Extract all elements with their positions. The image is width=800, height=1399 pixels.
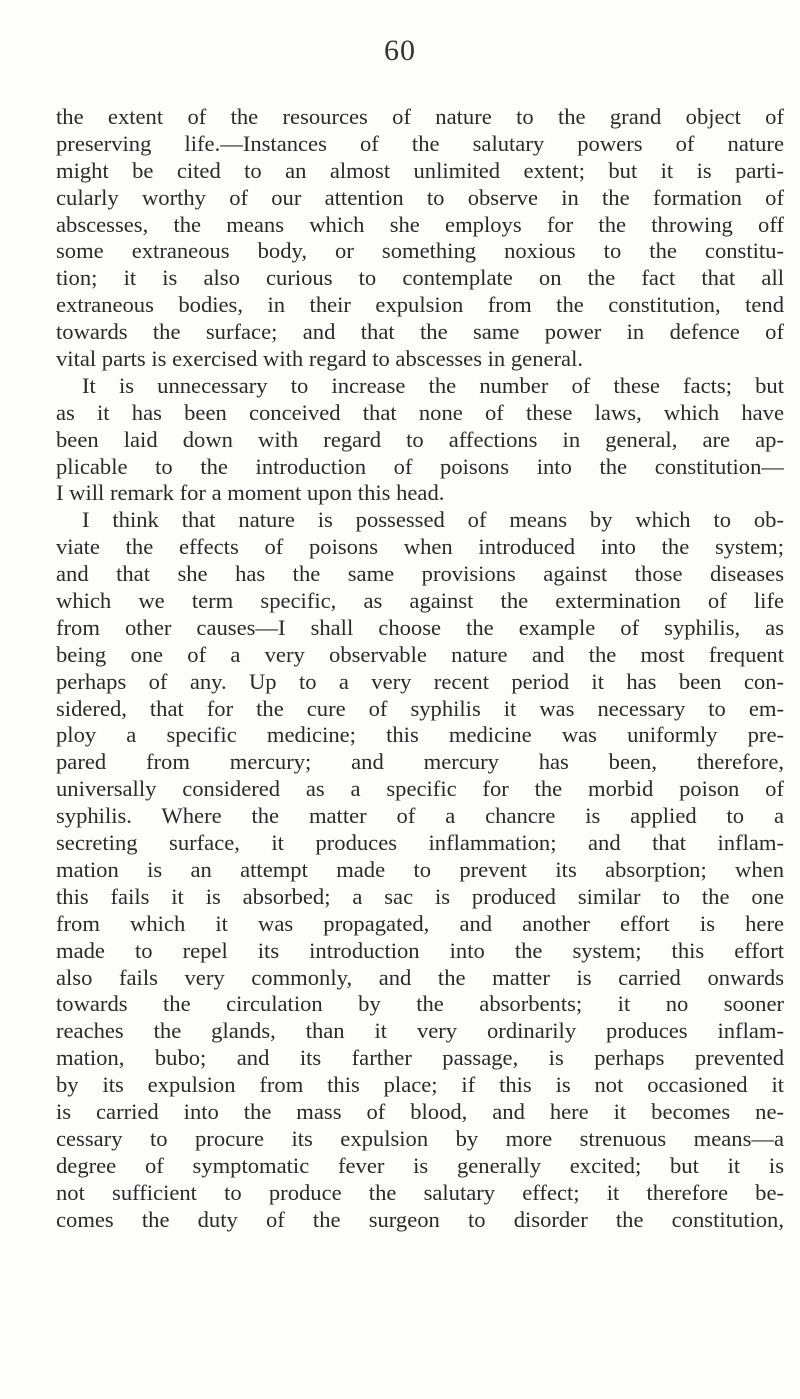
text-line: by its expulsion from this place; if this is not occasioned it <box>56 1072 784 1098</box>
text-line: not sufficient to produce the salutary effect; it therefore be- <box>56 1179 784 1205</box>
text-line: might be cited to an almost unlimited extent; but it is parti- <box>56 157 784 183</box>
text-line: the extent of the resources of nature to the grand object of <box>56 104 784 129</box>
page-number: 60 <box>384 34 416 67</box>
text-line: cessary to procure its expulsion by more strenuous means—a <box>56 1125 784 1151</box>
text-line: ploy a specific medicine; this medicine was uniformly pre- <box>56 722 784 748</box>
text-line: mation, bubo; and its farther passage, is perhaps prevented <box>56 1045 784 1071</box>
body-text <box>56 104 784 1233</box>
text-line: plicable to the introduction of poisons into the constitution— <box>56 453 784 479</box>
text-line: which we term specific, as against the extermination of life <box>56 588 784 614</box>
text-line: this fails it is absorbed; a sac is produced similar to the one <box>56 883 784 909</box>
text-line: made to repel its introduction into the system; this effort <box>56 937 784 963</box>
text-line: preserving life.—Instances of the salutary powers of nature <box>56 130 784 156</box>
text-line: sidered, that for the cure of syphilis it was necessary to em- <box>56 695 784 721</box>
text-line: pared from mercury; and mercury has been, therefore, <box>56 749 784 775</box>
text-line: syphilis. Where the matter of a chancre is applied to a <box>56 803 784 829</box>
text-line: some extraneous body, or something noxious to the constitu- <box>56 238 784 264</box>
text-line: universally considered as a specific for the morbid poison of <box>56 776 784 802</box>
text-line: extraneous bodies, in their expulsion from the constitution, tend <box>56 292 784 318</box>
text-line: vital parts is exercised with regard to abscesses in general. <box>56 346 584 372</box>
text-line: viate the effects of poisons when introduced into the system; <box>56 534 784 560</box>
text-line: from other causes—I shall choose the example of syphilis, as <box>56 614 784 640</box>
text-line: comes the duty of the surgeon to disorder the constitution, <box>56 1206 784 1232</box>
text-line: degree of symptomatic fever is generally excited; but it is <box>56 1152 784 1178</box>
text-line: It is unnecessary to increase the number of these facts; but <box>82 372 784 398</box>
text-line: and that she has the same provisions against those diseases <box>56 561 784 587</box>
text-line: towards the circulation by the absorbents; it no sooner <box>56 991 784 1017</box>
text-line: perhaps of any. Up to a very recent period it has been con- <box>56 668 784 694</box>
text-line: I will remark for a moment upon this head. <box>56 480 445 506</box>
text-line: cularly worthy of our attention to observe in the formation of <box>56 184 784 210</box>
text-line: mation is an attempt made to prevent its absorption; when <box>56 856 784 882</box>
text-line: tion; it is also curious to contemplate on the fact that all <box>56 265 784 291</box>
text-line: from which it was propagated, and another effort is here <box>56 910 784 936</box>
text-line: as it has been conceived that none of these laws, which have <box>56 399 784 425</box>
text-line: also fails very commonly, and the matter is carried onwards <box>56 964 784 990</box>
text-line: towards the surface; and that the same power in defence of <box>56 319 784 345</box>
text-line: secreting surface, it produces inflammation; and that inflam- <box>56 830 784 856</box>
text-line: is carried into the mass of blood, and here it becomes ne- <box>56 1098 784 1124</box>
text-line: I think that nature is possessed of means by which to ob- <box>82 507 784 533</box>
text-line: being one of a very observable nature and the most frequent <box>56 641 784 667</box>
text-line: abscesses, the means which she employs for the throwing off <box>56 211 784 237</box>
text-line: been laid down with regard to affections in general, are ap- <box>56 426 784 452</box>
text-line: reaches the glands, than it very ordinarily produces inflam- <box>56 1018 784 1044</box>
